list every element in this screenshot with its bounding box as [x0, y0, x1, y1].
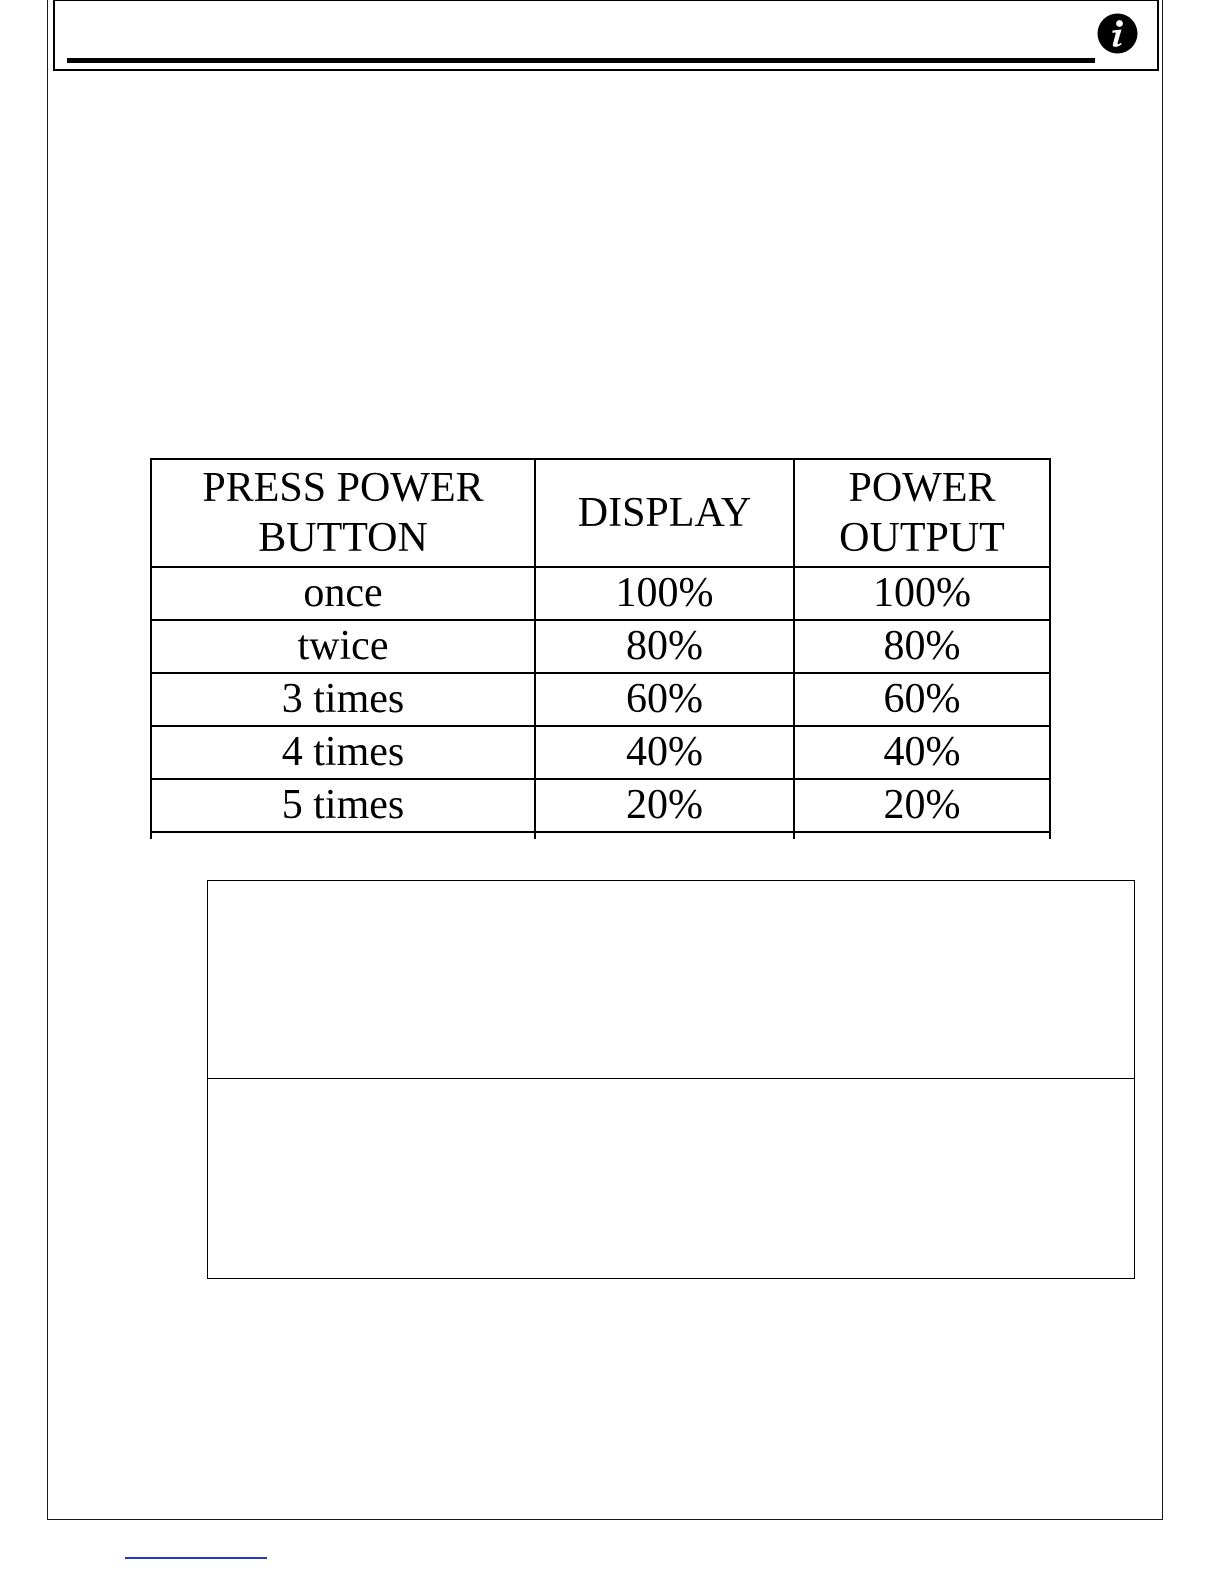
table-cell: 3 times: [151, 673, 535, 726]
table-cell: twice: [151, 620, 535, 673]
table-crop-mask: [140, 852, 1070, 872]
table-cell: 100%: [535, 567, 794, 620]
table-cell: 4 times: [151, 726, 535, 779]
table-row: [151, 620, 1050, 673]
header-press-power-button: [151, 459, 535, 567]
table-header-row: [151, 459, 1050, 567]
table-cell: once: [151, 567, 535, 620]
header-line: PRESS POWER: [202, 465, 484, 511]
info-icon: [1097, 13, 1138, 54]
table-cell: 100%: [794, 567, 1050, 620]
footer-link-underline[interactable]: [125, 1557, 267, 1559]
table-cell: 80%: [535, 620, 794, 673]
table-cell: 40%: [794, 726, 1050, 779]
content-panel-top: [207, 880, 1135, 1079]
header-power-output: [794, 459, 1050, 567]
table-row: [151, 673, 1050, 726]
table-cell: 60%: [535, 673, 794, 726]
table-row: [151, 567, 1050, 620]
header-line: OUTPUT: [839, 515, 1005, 561]
content-panel-bottom: [207, 1078, 1135, 1279]
table-cell-empty: [535, 832, 794, 839]
table-cell: 20%: [535, 779, 794, 832]
header-display: [535, 459, 794, 567]
table-cell-empty: [151, 832, 535, 839]
header-rule: [67, 58, 1095, 63]
header-line: POWER: [848, 465, 996, 511]
header-line: BUTTON: [258, 515, 428, 561]
table-cell: 40%: [535, 726, 794, 779]
table-row: [151, 779, 1050, 832]
table-row-cut: [151, 832, 1050, 839]
table-cell: 20%: [794, 779, 1050, 832]
table-cell-empty: [794, 832, 1050, 839]
table-cell: 80%: [794, 620, 1050, 673]
table-cell: 60%: [794, 673, 1050, 726]
table-cell: 5 times: [151, 779, 535, 832]
power-table: [150, 458, 1051, 839]
header-line: DISPLAY: [577, 490, 752, 536]
table-row: [151, 726, 1050, 779]
